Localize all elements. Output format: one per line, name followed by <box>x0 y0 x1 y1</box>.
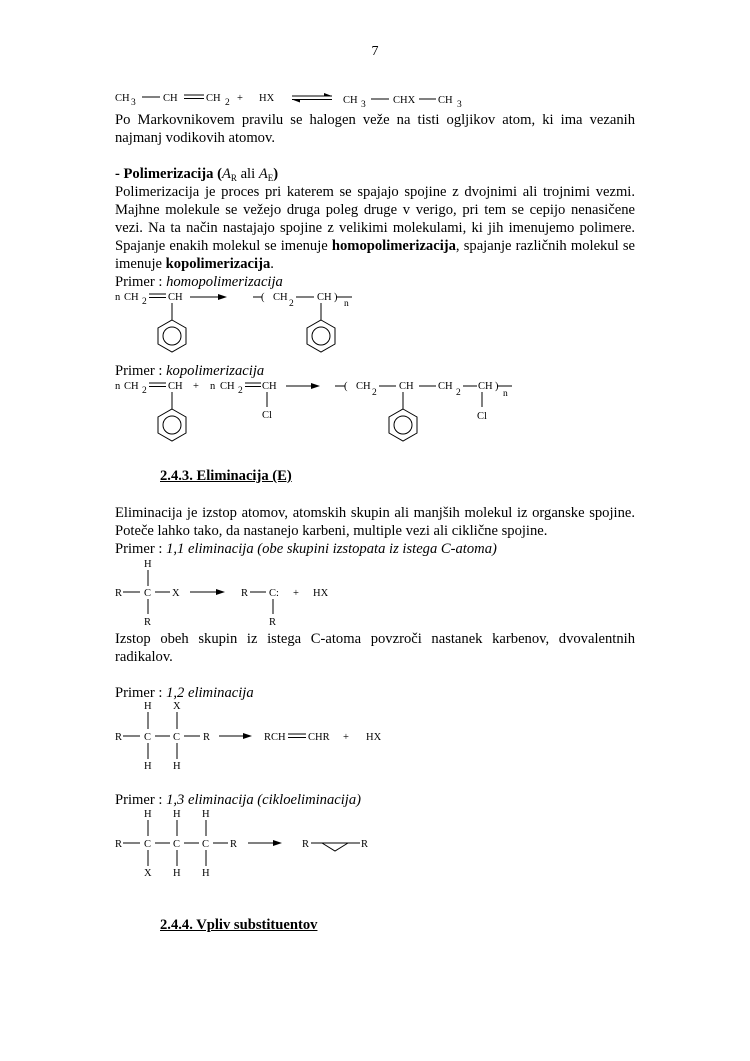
svg-text:2: 2 <box>456 388 461 398</box>
svg-text:3: 3 <box>457 100 462 110</box>
svg-text:H: H <box>173 761 181 772</box>
page-number: 7 <box>371 44 379 59</box>
svg-text:): ) <box>334 292 338 303</box>
svg-text:n: n <box>210 381 216 392</box>
svg-text:R: R <box>230 839 238 850</box>
svg-text:CH: CH <box>399 381 414 392</box>
svg-text:H: H <box>144 761 152 772</box>
svg-text:C: C <box>144 839 152 850</box>
svg-text:(: ( <box>261 292 265 303</box>
svg-text:n: n <box>503 389 508 399</box>
svg-text:C: C <box>202 839 210 850</box>
svg-text:2: 2 <box>142 386 147 396</box>
svg-text:C: C <box>173 839 181 850</box>
svg-text:CH: CH <box>168 292 183 303</box>
svg-text:R: R <box>269 617 277 628</box>
after-11-paragraph: Izstop obeh skupin iz istega C-atoma povzroči nastanek karbenov, dvovalentnih radikalov. <box>115 631 635 665</box>
section-heading-vpliv: 2.4.4. Vpliv substituentov <box>160 917 318 933</box>
svg-text:CH: CH <box>438 95 453 106</box>
svg-text:X: X <box>173 701 181 712</box>
cyclopropane-ring-icon <box>311 843 360 851</box>
svg-text:2: 2 <box>225 98 230 108</box>
svg-text:R: R <box>144 617 152 628</box>
svg-text:CH: CH <box>438 381 453 392</box>
svg-text:+: + <box>237 93 243 104</box>
svg-text:CH: CH <box>478 381 493 392</box>
svg-text:H: H <box>144 809 152 820</box>
subscript: 3 <box>131 98 136 108</box>
svg-text:n: n <box>115 292 121 303</box>
svg-text:X: X <box>172 588 180 599</box>
svg-text:): ) <box>495 381 499 392</box>
svg-text:C:: C: <box>269 588 279 599</box>
svg-text:X: X <box>144 868 152 879</box>
svg-text:CH: CH <box>124 292 139 303</box>
example-homo-label: Primer : homopolimerizacija <box>115 274 283 290</box>
eliminacija-paragraph: Eliminacija je izstop atomov, atomskih skupin ali manjših molekul iz organske spojine. Poteče lahko tako, da nastanejo karbeni, multiple vezi ali ciklične spojine. <box>115 505 635 539</box>
svg-text:CH: CH <box>124 381 139 392</box>
svg-text:2: 2 <box>238 386 243 396</box>
svg-text:C: C <box>173 732 181 743</box>
svg-text:n: n <box>115 381 121 392</box>
svg-text:CH: CH <box>317 292 332 303</box>
svg-text:R: R <box>115 732 123 743</box>
svg-text:CH: CH <box>343 95 358 106</box>
example-13-label: Primer : 1,3 eliminacija (cikloeliminacija) <box>115 792 362 808</box>
svg-text:Cl: Cl <box>262 410 272 421</box>
svg-text:H: H <box>144 701 152 712</box>
svg-text:H: H <box>144 559 152 570</box>
example-11-label: Primer : 1,1 eliminacija (obe skupini izstopata iz istega C-atoma) <box>115 541 497 557</box>
markovnikov-text: Po Markovnikovem pravilu se halogen veže na tisti ogljikov atom, ki ima vezanih najmanj vodikovih atomov. <box>115 112 635 146</box>
svg-text:HX: HX <box>366 732 382 743</box>
svg-text:CH: CH <box>356 381 371 392</box>
svg-text:3: 3 <box>361 100 366 110</box>
atom-chx: CHX <box>393 95 416 106</box>
svg-text:2: 2 <box>142 297 147 307</box>
section-heading-eliminacija: 2.4.3. Eliminacija (E) <box>160 468 292 484</box>
polimerizacija-paragraph: Polimerizacija je proces pri katerem se spajajo spojine z dvojnimi ali trojnimi vezmi. Majhne molekule se vežejo druga poleg druge v verigo, pri tem se cepijo nenasičene vezi. Na ta način nastajajo spojine z velikimi molekulami, ki jih imenujemo polimere. Spajanje enakih molekul se imenuje homopolimerizacija, spajanje različnih molekul se imenuje kopolimerizacija. <box>115 184 636 272</box>
svg-text:CH: CH <box>262 381 277 392</box>
reaction-arrow-icon <box>248 840 282 846</box>
svg-text:CH: CH <box>220 381 235 392</box>
atom-ch: CH <box>163 93 178 104</box>
svg-text:+: + <box>343 732 349 743</box>
svg-text:H: H <box>173 809 181 820</box>
svg-text:R: R <box>241 588 249 599</box>
svg-text:H: H <box>202 809 210 820</box>
polimerizacija-title: - Polimerizacija ($A_R$ ali $A_E$) <box>115 166 279 183</box>
svg-text:R: R <box>115 839 123 850</box>
svg-text:CH: CH <box>168 381 183 392</box>
svg-text:H: H <box>173 868 181 879</box>
svg-text:CHR: CHR <box>308 732 330 743</box>
svg-text:Cl: Cl <box>477 411 487 422</box>
svg-text:n: n <box>344 299 349 309</box>
svg-text:CH: CH <box>273 292 288 303</box>
example-ko-label: Primer : kopolimerizacija <box>115 363 265 379</box>
svg-text:(: ( <box>344 381 348 392</box>
svg-text:R: R <box>203 732 211 743</box>
svg-text:RCH: RCH <box>264 732 286 743</box>
svg-text:2: 2 <box>372 388 377 398</box>
svg-text:C: C <box>144 732 152 743</box>
svg-text:2: 2 <box>289 299 294 309</box>
term-homopolimerizacija: homopolimerizacija <box>331 238 456 254</box>
svg-text:R: R <box>302 839 310 850</box>
atom-ch: CH <box>115 93 130 104</box>
reagent-hx: HX <box>259 93 275 104</box>
svg-text:+: + <box>293 588 299 599</box>
svg-text:HX: HX <box>313 588 329 599</box>
atom-ch: CH <box>206 93 221 104</box>
example-12-label: Primer : 1,2 eliminacija <box>115 685 254 701</box>
svg-text:H: H <box>202 868 210 879</box>
svg-text:R: R <box>361 839 369 850</box>
svg-text:R: R <box>115 588 123 599</box>
svg-text:+: + <box>193 381 199 392</box>
term-kopolimerizacija: kopolimerizacija <box>165 256 271 272</box>
svg-text:C: C <box>144 588 152 599</box>
